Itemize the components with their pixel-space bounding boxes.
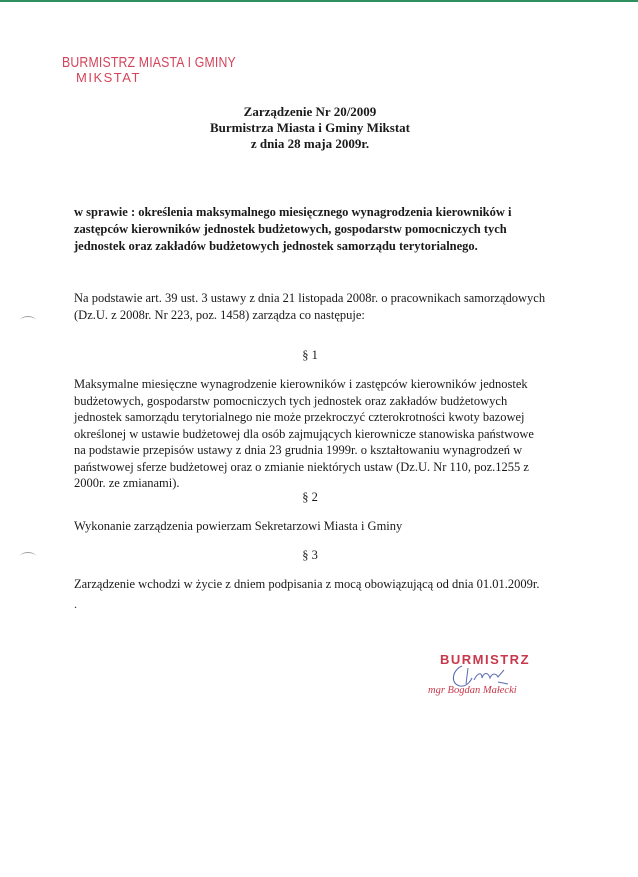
document-title-block bbox=[150, 104, 470, 152]
section-text-1: Maksymalne miesięczne wynagrodzenie kierowników i zastępców kierowników jednostek budżetowych, gospodarstw pomocniczych tych jednostek oraz zakładów budżetowych jednostek samorządu terytorialnego nie może przekroczyć czterokrotności kwoty bazowej określonej w ustawie budżetowej dla osób zajmujących kierownicze stanowiska państwowe na podstawie przepisów ustawy z dnia 23 grudnia 1999r. o kształtowaniu wynagrodzeń w państwowej sferze budżetowej oraz o zmianie niektórych ustaw (Dz.U. Nr 110, poz.1255 z 2000r. ze zmianami). bbox=[74, 377, 534, 490]
stamp-line-office: BURMISTRZ MIASTA I GMINY bbox=[62, 54, 236, 71]
section-mark-1: § 1 bbox=[302, 348, 318, 362]
section-text-2: Wykonanie zarządzenia powierzam Sekretarzowi Miasta i Gminy bbox=[74, 519, 403, 533]
document-subject: w sprawie : określenia maksymalnego miesięcznego wynagrodzenia kierowników i zastępców kierowników jednostek budżetowych, gospodarstw pomocniczych tych jednostek oraz zakładów budżetowych jednostek samorządu terytorialnego. bbox=[74, 205, 512, 253]
signature-title: BURMISTRZ bbox=[439, 652, 531, 667]
trailing-mark: . bbox=[74, 597, 77, 611]
section-mark-2: § 2 bbox=[302, 490, 318, 504]
stamp-line-town: MIKSTAT bbox=[76, 70, 141, 86]
handwritten-signature bbox=[448, 660, 518, 692]
signature-name: mgr Bogdan Małecki bbox=[428, 685, 517, 696]
document-issuer: Burmistrza Miasta i Gminy Mikstat bbox=[209, 120, 411, 135]
signature-block bbox=[420, 652, 550, 696]
scan-top-edge bbox=[0, 0, 638, 2]
section-text-3: Zarządzenie wchodzi w życie z dniem podpisania z mocą obowiązującą od dnia 01.01.2009r. bbox=[74, 577, 540, 591]
punch-hole-mark bbox=[20, 552, 36, 561]
section-mark-3: § 3 bbox=[302, 548, 318, 562]
preamble-paragraph: Na podstawie art. 39 ust. 3 ustawy z dnia 21 listopada 2008r. o pracownikach samorządowych (Dz.U. z 2008r. Nr 223, poz. 1458) zarządza co następuje: bbox=[74, 291, 546, 322]
document-title: Zarządzenie Nr 20/2009 bbox=[243, 104, 377, 119]
office-stamp bbox=[62, 54, 274, 86]
punch-hole-mark bbox=[20, 316, 36, 325]
document-date: z dnia 28 maja 2009r. bbox=[250, 136, 370, 151]
